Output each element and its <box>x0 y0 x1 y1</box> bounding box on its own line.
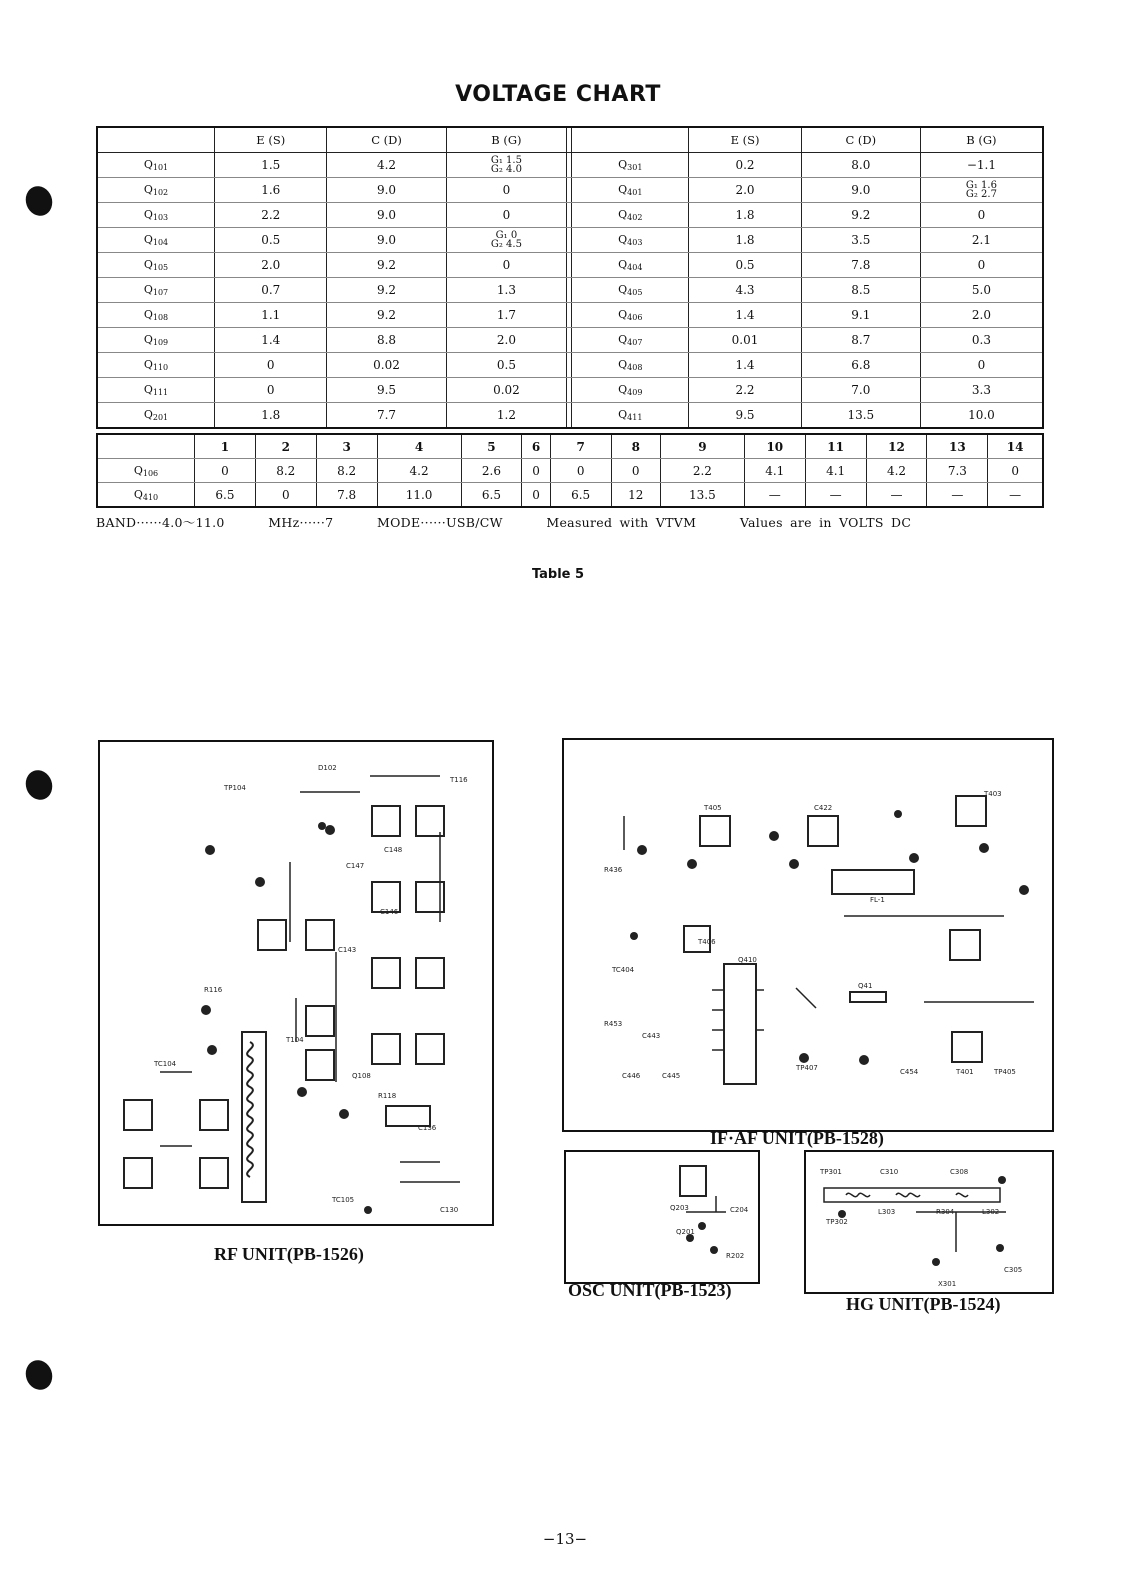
transistor-number: 410 <box>142 492 159 502</box>
base-voltage: 5.0 <box>920 278 1043 303</box>
transistor-number: 201 <box>152 413 169 422</box>
table-row <box>97 178 1043 203</box>
pin-number: 11 <box>805 434 866 459</box>
column-header: C (D) <box>801 127 920 153</box>
emitter-voltage: 0 <box>215 353 327 378</box>
svg-text:TP301: TP301 <box>820 1168 842 1176</box>
pin-number: 7 <box>550 434 611 459</box>
transistor-letter: Q <box>618 258 628 271</box>
mode-note: MODE······USB/CW <box>377 515 503 530</box>
page-number: −13− <box>542 1530 588 1548</box>
svg-text:R118: R118 <box>378 1092 397 1100</box>
transistor-number: 110 <box>152 363 169 372</box>
table-row <box>97 278 1043 303</box>
emitter-voltage: 9.5 <box>689 403 801 429</box>
emitter-voltage: 2.2 <box>689 378 801 403</box>
transistor-number: 109 <box>152 338 169 347</box>
svg-text:T406: T406 <box>698 938 716 946</box>
svg-text:C136: C136 <box>418 1124 437 1132</box>
collector-voltage: 9.0 <box>327 178 446 203</box>
transistor-letter: Q <box>143 233 153 246</box>
pin-voltage: 0 <box>611 459 660 483</box>
corner-cell <box>572 127 689 153</box>
transistor-label <box>97 278 215 303</box>
pin-voltage: 0 <box>195 459 256 483</box>
collector-voltage: 8.7 <box>801 328 920 353</box>
base-voltage: 0.5 <box>446 353 567 378</box>
pin-voltage: 4.1 <box>744 459 805 483</box>
pin-voltage: 7.8 <box>316 483 377 508</box>
svg-text:T116: T116 <box>450 776 468 784</box>
transistor-letter: Q <box>618 283 628 296</box>
punch-hole-bottom <box>22 1356 57 1393</box>
transistor-number: 401 <box>627 188 643 197</box>
transistor-number: 104 <box>152 238 169 247</box>
base-voltage: 10.0 <box>920 403 1043 429</box>
transistor-number: 105 <box>152 263 169 272</box>
svg-text:Q203: Q203 <box>670 1204 689 1212</box>
svg-text:T401: T401 <box>956 1068 974 1076</box>
base-voltage: 1.7 <box>446 303 567 328</box>
pin-voltage: 0 <box>522 483 550 508</box>
collector-voltage: 13.5 <box>801 403 920 429</box>
transistor-letter: Q <box>143 258 153 271</box>
svg-text:L302: L302 <box>982 1208 1000 1216</box>
collector-voltage: 9.0 <box>801 178 920 203</box>
transistor-number: 408 <box>627 363 643 372</box>
emitter-voltage: 1.4 <box>689 303 801 328</box>
svg-text:C310: C310 <box>880 1168 899 1176</box>
svg-text:Q108: Q108 <box>352 1072 371 1080</box>
transistor-letter: Q <box>143 408 153 421</box>
transistor-letter: Q <box>143 183 153 196</box>
svg-text:C204: C204 <box>730 1206 749 1214</box>
transistor-label <box>572 353 689 378</box>
base-voltage: 0 <box>920 203 1043 228</box>
collector-voltage: 0.02 <box>327 353 446 378</box>
table-row <box>97 459 1043 483</box>
pin-voltage: — <box>805 483 866 508</box>
transistor-label <box>97 253 215 278</box>
transistor-letter: Q <box>143 158 153 171</box>
base-voltage <box>446 153 567 178</box>
emitter-voltage: 4.3 <box>689 278 801 303</box>
transistor-letter: Q <box>618 408 628 421</box>
svg-text:TP405: TP405 <box>994 1068 1016 1076</box>
table-row <box>97 153 1043 178</box>
punch-hole-middle <box>22 766 57 803</box>
transistor-number: 101 <box>152 163 169 172</box>
transistor-number: 301 <box>627 163 643 172</box>
transistor-label <box>97 228 215 253</box>
column-header: C (D) <box>327 127 446 153</box>
pin-number: 12 <box>866 434 927 459</box>
transistor-label <box>572 153 689 178</box>
osc-unit-board <box>564 1150 760 1284</box>
transistor-letter: Q <box>618 158 628 171</box>
collector-voltage: 9.0 <box>327 228 446 253</box>
transistor-letter: Q <box>133 463 143 477</box>
base-voltage <box>920 178 1043 203</box>
pin-voltage: — <box>866 483 927 508</box>
pin-voltage: 2.2 <box>660 459 744 483</box>
svg-text:TP302: TP302 <box>826 1218 848 1226</box>
transistor-letter: Q <box>143 208 153 221</box>
gate2-voltage: G₂ 4.5 <box>490 239 522 250</box>
transistor-label <box>97 403 215 429</box>
svg-text:C146: C146 <box>380 908 399 916</box>
collector-voltage: 7.8 <box>801 253 920 278</box>
emitter-voltage: 1.4 <box>689 353 801 378</box>
svg-text:TP104: TP104 <box>224 784 246 792</box>
gate1-voltage: G₁ 1.5 <box>490 155 522 166</box>
pin-voltage: — <box>988 483 1043 508</box>
column-header: B (G) <box>920 127 1043 153</box>
pin-number: 6 <box>522 434 550 459</box>
collector-voltage: 8.8 <box>327 328 446 353</box>
emitter-voltage: 1.5 <box>215 153 327 178</box>
pin-voltage: 7.3 <box>927 459 988 483</box>
svg-text:C454: C454 <box>900 1068 919 1076</box>
transistor-letter: Q <box>618 358 628 371</box>
gate2-voltage: G₂ 4.0 <box>490 164 522 175</box>
svg-text:R116: R116 <box>204 986 223 994</box>
pin-voltage: 6.5 <box>195 483 256 508</box>
transistor-number: 407 <box>627 338 643 347</box>
measurement-conditions <box>96 513 1056 531</box>
collector-voltage: 9.2 <box>327 278 446 303</box>
gate2-voltage: G₂ 2.7 <box>965 189 997 200</box>
if-af-board-drawing <box>564 740 1052 1130</box>
osc-unit-caption: OSC UNIT(PB-1523) <box>568 1280 732 1300</box>
transistor-label <box>572 278 689 303</box>
svg-text:L303: L303 <box>878 1208 896 1216</box>
svg-text:C443: C443 <box>642 1032 661 1040</box>
base-voltage: 0 <box>446 253 567 278</box>
hg-board-drawing <box>806 1152 1052 1292</box>
transistor-number: 111 <box>152 388 169 397</box>
pin-voltage: 12 <box>611 483 660 508</box>
transistor-label <box>572 178 689 203</box>
transistor-letter: Q <box>618 333 628 346</box>
svg-text:TC105: TC105 <box>332 1196 355 1204</box>
svg-text:C422: C422 <box>814 804 833 812</box>
base-voltage: 1.3 <box>446 278 567 303</box>
transistor-label <box>572 378 689 403</box>
table-row <box>97 353 1043 378</box>
mhz-note: MHz······7 <box>268 515 334 530</box>
base-voltage <box>446 228 567 253</box>
pin-voltage: 8.2 <box>316 459 377 483</box>
svg-text:R202: R202 <box>726 1252 745 1260</box>
transistor-label <box>97 178 215 203</box>
transistor-label <box>97 153 215 178</box>
svg-text:T403: T403 <box>984 790 1002 798</box>
base-voltage: 2.0 <box>920 303 1043 328</box>
collector-voltage: 9.2 <box>327 253 446 278</box>
pin-voltage: 6.5 <box>461 483 522 508</box>
svg-text:C446: C446 <box>622 1072 641 1080</box>
pin-voltage: 4.2 <box>866 459 927 483</box>
transistor-letter: Q <box>143 383 153 396</box>
if-af-unit-caption: IF·AF UNIT(PB-1528) <box>710 1128 884 1148</box>
svg-text:C130: C130 <box>440 1206 459 1214</box>
pin-voltage: 4.1 <box>805 459 866 483</box>
corner-cell <box>97 127 215 153</box>
base-voltage: −1.1 <box>920 153 1043 178</box>
collector-voltage: 7.7 <box>327 403 446 429</box>
table-caption: Table 5 <box>531 567 585 582</box>
transistor-number: 106 <box>142 468 159 478</box>
transistor-letter: Q <box>618 208 628 221</box>
pin-voltage: — <box>927 483 988 508</box>
table-row <box>97 253 1043 278</box>
pin-voltage: — <box>744 483 805 508</box>
svg-text:T104: T104 <box>286 1036 304 1044</box>
transistor-number: 405 <box>627 288 643 297</box>
svg-text:C148: C148 <box>384 846 403 854</box>
pin-voltage: 0 <box>522 459 550 483</box>
svg-text:C305: C305 <box>1004 1266 1023 1274</box>
pin-voltage: 4.2 <box>377 459 461 483</box>
transistor-label <box>97 303 215 328</box>
gate1-voltage: G₁ 1.6 <box>965 180 997 191</box>
svg-text:TP407: TP407 <box>796 1064 818 1072</box>
collector-voltage: 4.2 <box>327 153 446 178</box>
pin-number: 10 <box>744 434 805 459</box>
gate1-voltage: G₁ 0 <box>495 230 518 241</box>
transistor-label <box>572 253 689 278</box>
pin-voltage: 2.6 <box>461 459 522 483</box>
ic-label <box>97 483 195 508</box>
emitter-voltage: 0.5 <box>215 228 327 253</box>
pin-number: 2 <box>255 434 316 459</box>
collector-voltage: 8.5 <box>801 278 920 303</box>
column-header: B (G) <box>446 127 567 153</box>
svg-text:Q410: Q410 <box>738 956 757 964</box>
transistor-number: 103 <box>152 213 169 222</box>
transistor-letter: Q <box>143 358 153 371</box>
pin-voltage: 13.5 <box>660 483 744 508</box>
svg-text:D102: D102 <box>318 764 337 772</box>
base-voltage: 0.02 <box>446 378 567 403</box>
corner-cell <box>97 434 195 459</box>
svg-text:Q201: Q201 <box>676 1228 695 1236</box>
base-voltage: 3.3 <box>920 378 1043 403</box>
emitter-voltage: 2.0 <box>689 178 801 203</box>
rf-board-drawing <box>100 742 492 1224</box>
svg-text:C147: C147 <box>346 862 365 870</box>
transistor-label <box>572 203 689 228</box>
page-title: VOLTAGE CHART <box>455 82 661 107</box>
pin-voltage: 6.5 <box>550 483 611 508</box>
transistor-number: 409 <box>627 388 643 397</box>
transistor-number: 108 <box>152 313 169 322</box>
transistor-letter: Q <box>618 233 628 246</box>
emitter-voltage: 1.1 <box>215 303 327 328</box>
punch-hole-top <box>22 182 57 219</box>
ic-pin-voltage-table <box>96 433 1044 508</box>
base-voltage: 2.0 <box>446 328 567 353</box>
pin-voltage: 0 <box>255 483 316 508</box>
pin-number: 1 <box>195 434 256 459</box>
svg-text:R453: R453 <box>604 1020 623 1028</box>
svg-text:X301: X301 <box>938 1280 957 1288</box>
hg-unit-caption: HG UNIT(PB-1524) <box>846 1294 1001 1314</box>
table-row <box>97 303 1043 328</box>
transistor-number: 107 <box>152 288 169 297</box>
pin-voltage: 8.2 <box>255 459 316 483</box>
emitter-voltage: 2.2 <box>215 203 327 228</box>
transistor-number: 402 <box>627 213 643 222</box>
base-voltage: 2.1 <box>920 228 1043 253</box>
emitter-voltage: 0.5 <box>689 253 801 278</box>
svg-text:C143: C143 <box>338 946 357 954</box>
measured-note: Measured with VTVM <box>546 515 697 530</box>
svg-text:R436: R436 <box>604 866 623 874</box>
pin-number: 13 <box>927 434 988 459</box>
base-voltage: 1.2 <box>446 403 567 429</box>
column-header: E (S) <box>215 127 327 153</box>
collector-voltage: 9.2 <box>801 203 920 228</box>
emitter-voltage: 1.8 <box>689 203 801 228</box>
column-header: E (S) <box>689 127 801 153</box>
emitter-voltage: 2.0 <box>215 253 327 278</box>
base-voltage: 0 <box>920 353 1043 378</box>
svg-text:C308: C308 <box>950 1168 969 1176</box>
svg-text:TC404: TC404 <box>612 966 635 974</box>
pin-voltage: 0 <box>988 459 1043 483</box>
transistor-label <box>97 378 215 403</box>
ic-label <box>97 459 195 483</box>
transistor-number: 403 <box>627 238 643 247</box>
transistor-label <box>97 328 215 353</box>
emitter-voltage: 1.6 <box>215 178 327 203</box>
emitter-voltage: 1.8 <box>689 228 801 253</box>
collector-voltage: 9.0 <box>327 203 446 228</box>
rf-unit-caption: RF UNIT(PB-1526) <box>214 1244 364 1264</box>
collector-voltage: 6.8 <box>801 353 920 378</box>
pin-voltage: 0 <box>550 459 611 483</box>
svg-text:TC104: TC104 <box>154 1060 177 1068</box>
base-voltage: 0.3 <box>920 328 1043 353</box>
emitter-voltage: 1.8 <box>215 403 327 429</box>
svg-text:C445: C445 <box>662 1072 681 1080</box>
transistor-number: 406 <box>627 313 643 322</box>
transistor-label <box>572 328 689 353</box>
svg-text:T405: T405 <box>704 804 722 812</box>
voltage-table <box>96 126 1044 429</box>
base-voltage: 0 <box>446 203 567 228</box>
transistor-letter: Q <box>143 283 153 296</box>
transistor-letter: Q <box>618 308 628 321</box>
table-row <box>97 203 1043 228</box>
table-row <box>97 403 1043 429</box>
transistor-label <box>572 228 689 253</box>
transistor-letter: Q <box>618 183 628 196</box>
transistor-number: 404 <box>627 263 643 272</box>
transistor-label <box>97 353 215 378</box>
pin-number: 9 <box>660 434 744 459</box>
emitter-voltage: 0.01 <box>689 328 801 353</box>
hg-unit-board <box>804 1150 1054 1294</box>
pin-number: 5 <box>461 434 522 459</box>
pin-header-row <box>97 434 1043 459</box>
table-row <box>97 328 1043 353</box>
if-af-unit-board <box>562 738 1054 1132</box>
collector-voltage: 3.5 <box>801 228 920 253</box>
emitter-voltage: 0.7 <box>215 278 327 303</box>
svg-text:R304: R304 <box>936 1208 955 1216</box>
transistor-number: 411 <box>627 413 643 422</box>
pin-voltage: 11.0 <box>377 483 461 508</box>
transistor-letter: Q <box>133 487 143 501</box>
table-row <box>97 378 1043 403</box>
emitter-voltage: 1.4 <box>215 328 327 353</box>
header-row <box>97 127 1043 153</box>
transistor-letter: Q <box>143 333 153 346</box>
base-voltage: 0 <box>920 253 1043 278</box>
collector-voltage: 7.0 <box>801 378 920 403</box>
svg-text:Q41: Q41 <box>858 982 873 990</box>
table-row <box>97 483 1043 508</box>
rf-unit-board <box>98 740 494 1226</box>
svg-text:FL-1: FL-1 <box>870 896 885 904</box>
transistor-label <box>572 303 689 328</box>
collector-voltage: 8.0 <box>801 153 920 178</box>
pin-number: 14 <box>988 434 1043 459</box>
pin-number: 4 <box>377 434 461 459</box>
transistor-label <box>97 203 215 228</box>
transistor-letter: Q <box>618 383 628 396</box>
base-voltage: 0 <box>446 178 567 203</box>
table-row <box>97 228 1043 253</box>
transistor-label <box>572 403 689 429</box>
values-note: Values are in VOLTS DC <box>739 515 912 530</box>
transistor-letter: Q <box>143 308 153 321</box>
pin-number: 8 <box>611 434 660 459</box>
pin-number: 3 <box>316 434 377 459</box>
emitter-voltage: 0.2 <box>689 153 801 178</box>
osc-board-drawing <box>566 1152 758 1282</box>
band-note: BAND······4.0～11.0 <box>96 515 225 530</box>
emitter-voltage: 0 <box>215 378 327 403</box>
collector-voltage: 9.5 <box>327 378 446 403</box>
transistor-number: 102 <box>152 188 169 197</box>
collector-voltage: 9.1 <box>801 303 920 328</box>
collector-voltage: 9.2 <box>327 303 446 328</box>
